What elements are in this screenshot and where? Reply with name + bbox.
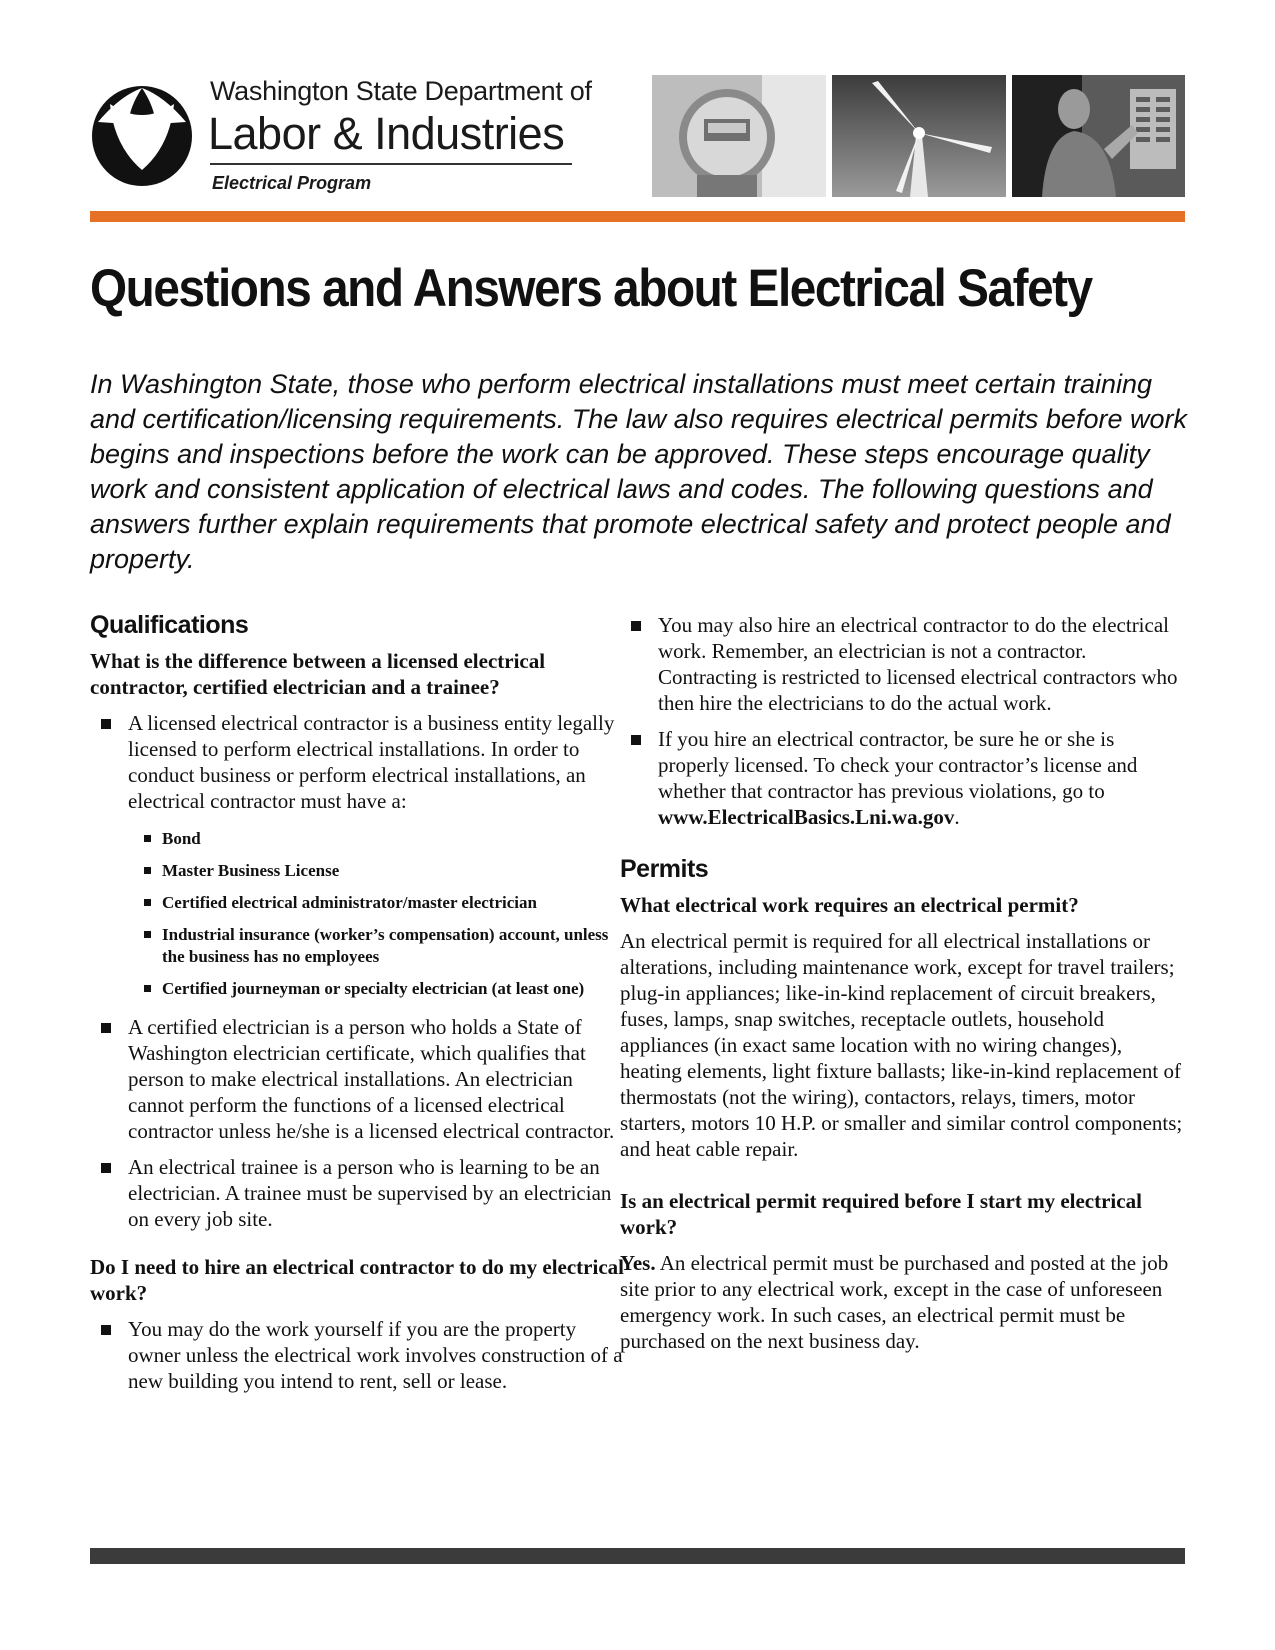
requirement-item: Certified journeyman or specialty electrician (at least one) [128, 978, 628, 1000]
footer-rule [90, 1548, 1185, 1564]
licensed-contractor-text: A licensed electrical contractor is a business entity legally licensed to perform electrical installations. In order to conduct business or perform electrical installations, an electrical contractor must have a: [128, 711, 615, 813]
wind-turbine-photo [832, 75, 1006, 197]
page-title: Questions and Answers about Electrical Safety [90, 259, 1092, 318]
lni-logo-icon [90, 66, 194, 196]
agency-name-line1: Washington State Department of [210, 76, 592, 106]
qualifications-heading: Qualifications [90, 611, 249, 639]
requirement-item: Industrial insurance (worker’s compensation) account, unless the business has no employees [128, 924, 628, 968]
answer-permit-before-work [620, 1250, 1185, 1354]
answer-list [90, 710, 628, 1232]
answer-list [620, 612, 1185, 830]
electrician-at-panel-photo [1012, 75, 1185, 197]
question-hire-contractor: Do I need to hire an electrical contractor to do my electrical work? [90, 1255, 624, 1305]
electrical-basics-link[interactable]: www.ElectricalBasics.Lni.wa.gov [658, 805, 955, 829]
intro-paragraph: In Washington State, those who perform electrical installations must meet certain training and certification/licensing requirements. The law also requires electrical permits before work begins and inspections before the work can be approved. These steps encourage quality work and consistent application of electrical laws and codes. The following questions and answers further explain requirements that promote electrical safety and protect people and property. [90, 369, 1187, 574]
left-column [90, 612, 628, 1404]
list-item: You may also hire an electrical contractor to do the electrical work. Remember, an electrician is not a contractor. Contracting is restricted to licensed electrical contractors who then hire the electricians to do the actual work. [620, 612, 1185, 716]
list-item: You may do the work yourself if you are the property owner unless the electrical work involves construction of a new building you intend to rent, sell or lease. [90, 1316, 628, 1394]
list-item: A certified electrician is a person who holds a State of Washington electrician certificate, which qualifies that person to make electrical installations. An electrician cannot perform the functions of a licensed electrical contractor unless he/she is a licensed electrical contractor. [90, 1014, 628, 1144]
answer-yes: Yes. [620, 1251, 656, 1275]
question-contractor-vs-electrician: What is the difference between a licensed electrical contractor, certified electrician and a trainee? [90, 649, 546, 699]
question-permit-required: What electrical work requires an electrical permit? [620, 893, 1079, 917]
header-accent-rule [90, 211, 1185, 222]
requirement-item: Bond [128, 828, 628, 850]
right-column [620, 612, 1185, 1380]
answer-permit-before-work-text: An electrical permit must be purchased and posted at the job site prior to any electrical work, except in the case of unforeseen emergency work. In such cases, an electrical permit must be purchased on the next business day. [620, 1251, 1169, 1353]
agency-divider [210, 163, 572, 165]
program-name: Electrical Program [212, 173, 372, 193]
contractor-requirements-list [128, 828, 628, 1000]
list-item: If you hire an electrical contractor, be sure he or she is properly licensed. To check your contractor’s license and whether that contractor has previous violations, go to www.ElectricalBasics.Lni.wa.gov. [620, 726, 1185, 830]
list-item: An electrical trainee is a person who is learning to be an electrician. A trainee must be supervised by an electrician on every job site. [90, 1154, 628, 1232]
requirement-item: Master Business License [128, 860, 628, 882]
electric-meter-photo [652, 75, 826, 197]
question-permit-before-work: Is an electrical permit required before I start my electrical work? [620, 1189, 1142, 1239]
list-item [90, 710, 628, 1000]
check-license-text: If you hire an electrical contractor, be sure he or she is properly licensed. To check your contractor’s license and whether that contractor has previous violations, go to [658, 727, 1138, 803]
agency-name-line2: Labor & Industries [208, 108, 565, 159]
permits-heading: Permits [620, 855, 709, 883]
requirement-item: Certified electrical administrator/master electrician [128, 892, 628, 914]
answer-list [90, 1316, 628, 1394]
answer-permit-required: An electrical permit is required for all electrical installations or alterations, including maintenance work, except for travel trailers; plug-in appliances; like-in-kind replacement of circuit breakers, fuses, lamps, snap switches, receptacle outlets, household appliances (in exact same location with no wiring changes), heating elements, light fixture ballasts; like-in-kind replacement of thermostats (not the wiring), contactors, relays, timers, motor starters, motors 10 H.P. or smaller and similar control components; and heat cable repair. [620, 929, 1183, 1161]
